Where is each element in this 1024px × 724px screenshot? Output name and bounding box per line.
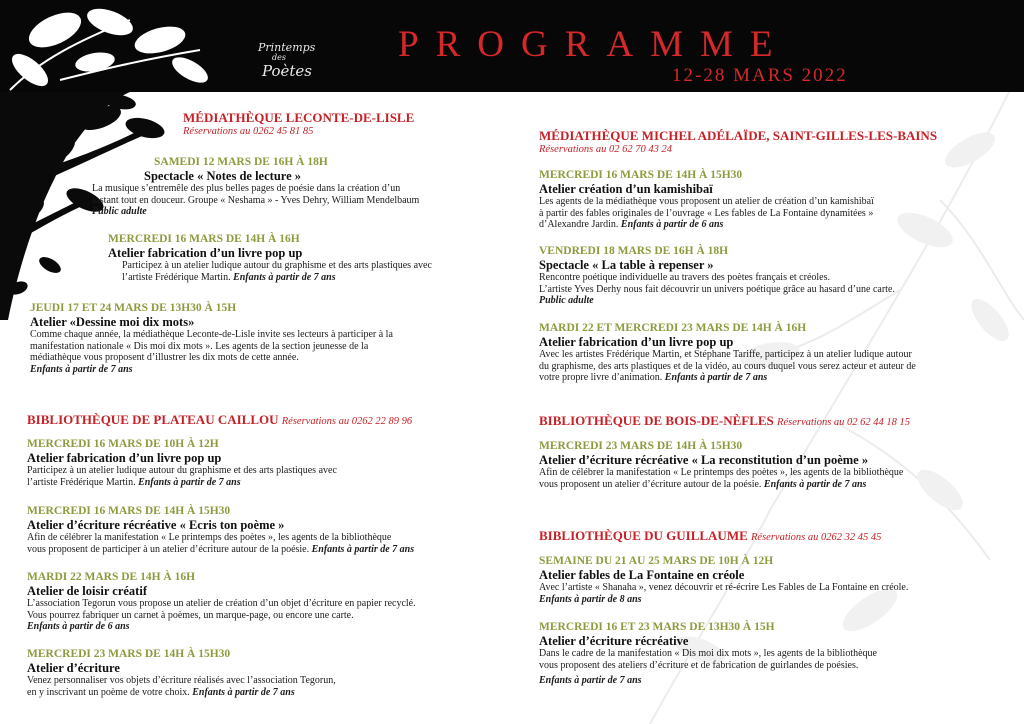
event-description: vous proposent un atelier d’écriture autour de la poésie. (539, 478, 762, 490)
event-title: Atelier fables de La Fontaine en créole (539, 568, 745, 583)
event-description: Rencontre poétique individuelle au travers des poètes français et créoles. (539, 272, 830, 284)
event-block (27, 505, 414, 555)
event-description: médiathèque vous proposent d’illustrer les dix mots de cette année. (30, 352, 299, 364)
event-audience: Enfants à partir de 7 ans (30, 363, 133, 375)
event-date: SEMAINE DU 21 AU 25 MARS DE 10H À 12H (539, 555, 774, 567)
event-description: Comme chaque année, la médiathèque Leconte-de-Lisle invite ses lecteurs à participer à la (30, 329, 393, 341)
event-date: MERCREDI 16 ET 23 MARS DE 13H30 À 15H (539, 621, 775, 633)
event-audience: Public adulte (539, 295, 594, 307)
event-title: Atelier d’écriture récréative « Ecris ton poème » (27, 518, 285, 533)
event-description: du graphisme, des arts plastiques et de la vidéo, au cours duquel vous serez acteur et auteur de (539, 360, 916, 372)
event-description: vous proposent des ateliers d’écriture et de fabrication de guirlandes de poésies. (539, 659, 859, 671)
venue-name (27, 413, 412, 428)
event-audience: Enfants à partir de 7 ans (138, 476, 241, 488)
venue-reservation: Réservations au 0262 45 81 85 (183, 126, 314, 137)
event-title: Atelier création d’un kamishibaï (539, 182, 713, 197)
event-description: Afin de célébrer la manifestation « Le printemps des poètes », les agents de la bibliothèque (539, 467, 904, 479)
event-description: votre propre livre d’animation. (539, 372, 663, 384)
event-description: l’artiste Frédérique Martin. (122, 271, 231, 283)
event-title: Atelier fabrication d’un livre pop up (539, 335, 734, 350)
event-audience: Enfants à partir de 6 ans (620, 219, 724, 231)
event-date: MERCREDI 23 MARS DE 14H À 15H30 (27, 648, 231, 660)
event-description: L’association Tegorun vous propose un atelier de création d’un objet d’écriture en papier recyclé. (27, 598, 416, 610)
event-description: La musique s’entremêle des plus belles pages de poésie dans la création d’un (92, 183, 401, 195)
event-description: Avec l’artiste « Shanaha », venez découvrir et ré-écrire Les Fables de La Fontaine en créole. (539, 582, 909, 594)
event-title: Atelier d’écriture (27, 661, 120, 676)
event-block (30, 302, 393, 375)
event-description: vous proposent de participer à un atelier d’écriture autour de la poésie. (27, 543, 310, 555)
event-description: Dans le cadre de la manifestation « Dis moi dix mots », les agents de la bibliothèque (539, 648, 877, 660)
event-description: l’artiste Frédérique Martin. (27, 476, 136, 488)
event-block (27, 571, 416, 633)
event-block (27, 438, 337, 488)
event-block (539, 245, 895, 307)
event-audience: Enfants à partir de 7 ans (664, 372, 768, 384)
venue-name: MÉDIATHÈQUE MICHEL ADÉLAÏDE, SAINT-GILLES-LES-BAINS (539, 128, 938, 143)
event-title: Atelier d’écriture récréative « La reconstitution d’un poème » (539, 453, 869, 468)
event-description: manifestation nationale « Dis moi dix mots ». Les agents de la section jeunesse de la (30, 340, 369, 352)
logo-line-3: Poètes (262, 62, 312, 80)
event-date: MARDI 22 ET MERCREDI 23 MARS DE 14H À 16H (539, 322, 807, 334)
event-title: Atelier d’écriture récréative (539, 634, 689, 649)
event-description: Participez à un atelier ludique autour du graphisme et des arts plastiques avec (27, 465, 337, 477)
event-title: Spectacle « La table à repenser » (539, 258, 714, 273)
event-description: instant tout en douceur. Groupe « Neshama » - Yves Dehry, William Mendelbaum (92, 194, 420, 206)
event-block (108, 233, 432, 283)
event-block (539, 440, 903, 490)
venue-reservation: Réservations au 0262 22 89 96 (281, 416, 413, 427)
page-dates: 12-28 MARS 2022 (672, 65, 848, 86)
event-description: Venez personnaliser vos objets d’écriture réalisés avec l’association Tegorun, (27, 675, 336, 687)
event-date: MERCREDI 16 MARS DE 14H À 15H30 (539, 169, 743, 181)
event-block (539, 555, 908, 605)
venue-reservation: Réservations au 0262 32 45 45 (751, 532, 882, 543)
event-date: SAMEDI 12 MARS DE 16H À 18H (154, 156, 328, 168)
event-title: Atelier fabrication d’un livre pop up (108, 246, 303, 261)
event-title: Atelier fabrication d’un livre pop up (27, 451, 222, 466)
event-audience: Enfants à partir de 7 ans (192, 686, 295, 698)
event-date: MARDI 22 MARS DE 14H À 16H (27, 571, 196, 583)
event-description: Avec les artistes Frédérique Martin, et Stéphane Tariffe, participez à un atelier ludique autour (539, 349, 912, 361)
event-audience: Enfants à partir de 7 ans (311, 543, 415, 555)
event-description: L’artiste Yves Derhy nous fait découvrir un univers poétique grâce au hasard d’une carte. (539, 283, 895, 295)
event-block (539, 621, 877, 687)
page-title: PROGRAMME (398, 24, 790, 65)
venue-name (539, 529, 881, 544)
event-date: VENDREDI 18 MARS DE 16H À 18H (539, 245, 729, 257)
venue-name-text: BIBLIOTHÈQUE DE BOIS-DE-NÈFLES (539, 413, 774, 428)
venue-reservation: Réservations au 02 62 44 18 15 (777, 417, 911, 428)
event-date: MERCREDI 16 MARS DE 14H À 16H (108, 233, 300, 245)
event-audience: Enfants à partir de 6 ans (27, 621, 130, 633)
event-audience: Enfants à partir de 8 ans (539, 593, 642, 605)
event-description: en y inscrivant un poème de votre choix. (27, 686, 190, 698)
event-description: Afin de célébrer la manifestation « Le printemps des poètes », les agents de la bibliothèque (27, 532, 392, 544)
printemps-des-poetes-logo (256, 42, 314, 84)
venue-name-text: BIBLIOTHÈQUE DU GUILLAUME (539, 528, 748, 543)
logo-line-2: des (272, 53, 286, 62)
event-description: Vous pourrez fabriquer un carnet à poèmes, un marque-page, ou encore une carte. (27, 609, 354, 621)
event-audience: Enfants à partir de 7 ans (233, 271, 336, 283)
venue-reservation: Réservations au 02 62 70 43 24 (539, 144, 672, 155)
event-date: MERCREDI 16 MARS DE 10H À 12H (27, 438, 219, 450)
event-description: d’Alexandre Jardin. (539, 219, 619, 231)
event-title: Atelier «Dessine moi dix mots» (30, 315, 195, 330)
event-title: Spectacle « Notes de lecture » (144, 169, 302, 184)
logo-line-1: Printemps (258, 41, 316, 54)
event-audience: Enfants à partir de 7 ans (539, 675, 642, 687)
event-block (539, 322, 916, 384)
event-description: Participez à un atelier ludique autour du graphisme et des arts plastiques avec (122, 260, 432, 272)
venue-name-text: BIBLIOTHÈQUE DE PLATEAU CAILLOU (27, 412, 279, 427)
event-date: MERCREDI 23 MARS DE 14H À 15H30 (539, 440, 743, 452)
event-block (539, 169, 874, 231)
event-audience: Public adulte (92, 206, 147, 218)
venue-name (539, 414, 910, 429)
event-description: à partir des fables originales de l’ouvrage « Les fables de La Fontaine dynamitées » (539, 207, 874, 219)
event-audience: Enfants à partir de 7 ans (763, 478, 867, 490)
event-title: Atelier de loisir créatif (27, 584, 147, 599)
event-description: Les agents de la médiathèque vous proposent un atelier de création d’un kamishibaï (539, 196, 874, 208)
venue-name: MÉDIATHÈQUE LECONTE-DE-LISLE (183, 110, 415, 125)
event-block (92, 156, 419, 218)
event-date: JEUDI 17 ET 24 MARS DE 13H30 À 15H (30, 302, 237, 314)
event-date: MERCREDI 16 MARS DE 14H À 15H30 (27, 505, 231, 517)
event-block (27, 648, 336, 698)
